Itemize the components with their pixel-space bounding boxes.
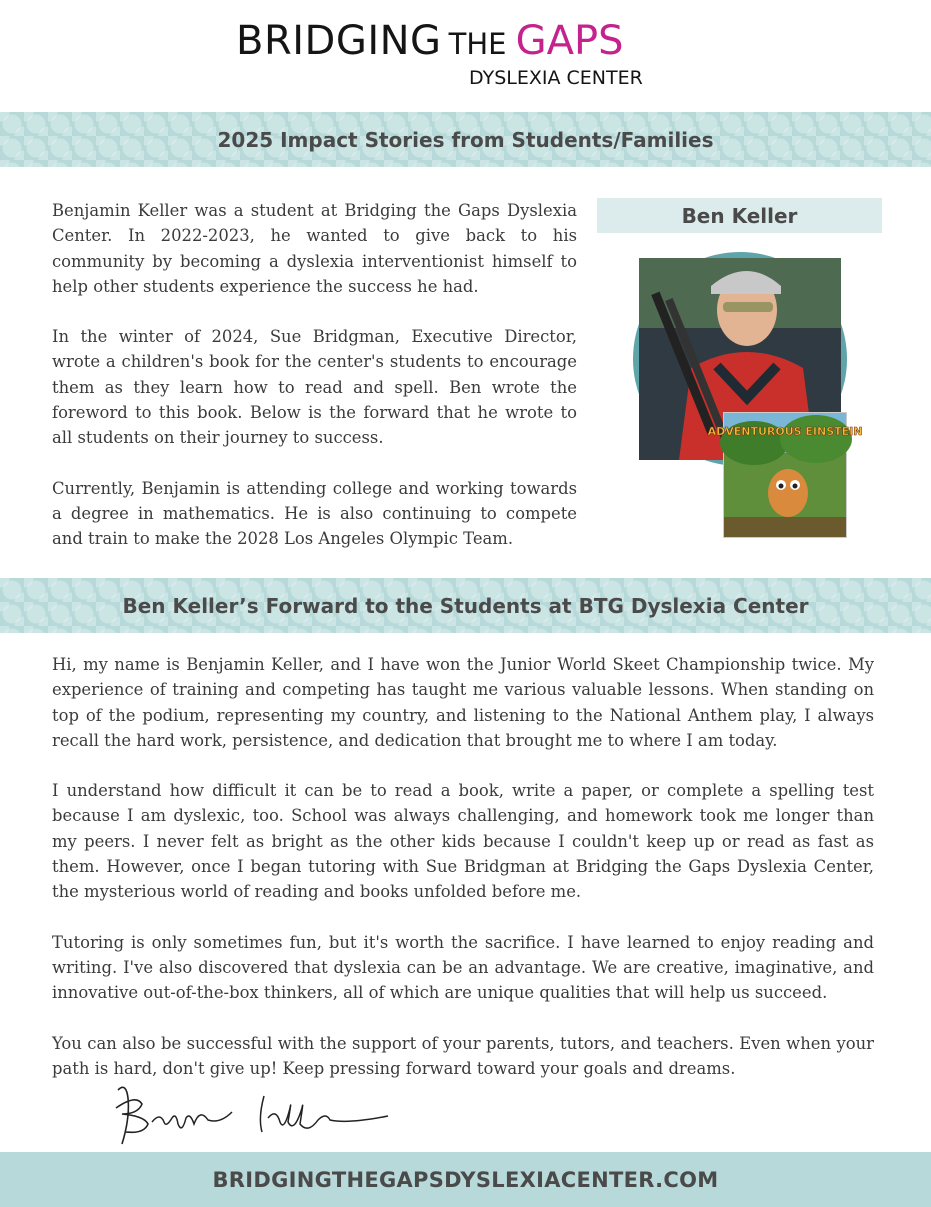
forward-paragraph: Hi, my name is Benjamin Keller, and I have won the Junior World Skeet Championship twice. My experience of training and competing has taught me various valuable lessons. When standing on top of the podium, representing my country, and listening to the National Anthem play, I always recall the hard work, persistence, and dedication that brought me to where I am today. bbox=[52, 655, 874, 750]
logo-word-the: THE bbox=[448, 27, 507, 61]
forward-text bbox=[52, 652, 874, 1106]
book-cover bbox=[707, 412, 863, 538]
book-cover-illustration bbox=[707, 413, 863, 537]
logo-word-bridging: BRIDGING bbox=[236, 18, 442, 64]
signature bbox=[108, 1078, 398, 1148]
logo bbox=[0, 18, 931, 90]
forward-paragraph: Tutoring is only sometimes fun, but it's worth the sacrifice. I have learned to enjoy reading and writing. I've also discovered that dyslexia can be an advantage. We are creative, imaginative, and innovative out-of-the-box thinkers, all of which are unique qualities that will help us succeed. bbox=[52, 932, 874, 1003]
footer-band bbox=[0, 1152, 931, 1207]
intro-paragraph: Currently, Benjamin is attending college and working towards a degree in mathematics. He is also continuing to compete and train to make the 2028 Los Angeles Olympic Team. bbox=[52, 478, 577, 549]
section-title-forward: Ben Keller’s Forward to the Students at BTG Dyslexia Center bbox=[122, 593, 809, 618]
section-title-impact: 2025 Impact Stories from Students/Families bbox=[217, 127, 714, 152]
signature-drawing bbox=[108, 1078, 398, 1148]
logo-wordmark bbox=[236, 18, 623, 64]
intro-paragraph: In the winter of 2024, Sue Bridgman, Executive Director, wrote a children's book for the center's students to encourage them as they learn how to read and spell. Ben wrote the foreword to this book. Below is the forward that he wrote to all students on their journey to success. bbox=[52, 327, 577, 448]
section-header-impact bbox=[0, 112, 931, 167]
name-label-box bbox=[597, 198, 882, 233]
intro-text bbox=[52, 198, 577, 577]
logo-subtitle: DYSLEXIA CENTER bbox=[469, 67, 643, 89]
name-label: Ben Keller bbox=[681, 203, 798, 228]
book-title: ADVENTUROUS EINSTEIN bbox=[707, 425, 863, 438]
intro-paragraph: Benjamin Keller was a student at Bridging the Gaps Dyslexia Center. In 2022-2023, he wanted to give back to his community by becoming a dyslexia interventionist himself to help other students experience the success he had. bbox=[52, 201, 577, 296]
footer-url[interactable]: BRIDGINGTHEGAPSDYSLEXIACENTER.COM bbox=[212, 1167, 719, 1192]
logo-word-gaps: GAPS bbox=[515, 18, 624, 64]
forward-paragraph: You can also be successful with the support of your parents, tutors, and teachers. Even when your path is hard, don't give up! Keep pressing forward toward your goals and dreams. bbox=[52, 1033, 874, 1078]
section-header-forward bbox=[0, 578, 931, 633]
forward-paragraph: I understand how difficult it can be to read a book, write a paper, or complete a spelling test because I am dyslexic, too. School was always challenging, and homework took me longer than my peers. I never felt as bright as the other kids because I couldn't keep up or read as fast as them. However, once I began tutoring with Sue Bridgman at Bridging the Gaps Dyslexia Center, the mysterious world of reading and books unfolded before me. bbox=[52, 781, 874, 902]
